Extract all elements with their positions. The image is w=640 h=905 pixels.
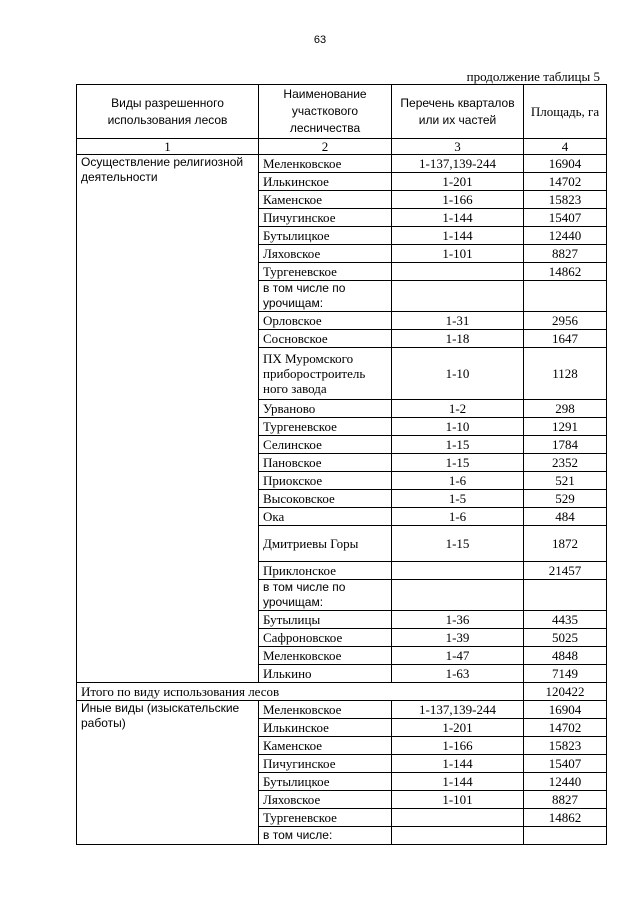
quarters-cell: 1-10	[392, 348, 524, 400]
header-number: 4	[524, 139, 607, 155]
total-label: Итого по виду использования лесов	[77, 683, 524, 701]
quarters-cell: 1-2	[392, 400, 524, 418]
area-cell: 484	[524, 508, 607, 526]
area-cell: 14702	[524, 719, 607, 737]
area-cell: 14862	[524, 809, 607, 827]
forestry-name-cell: Орловское	[259, 312, 392, 330]
forestry-name-cell: Высоковское	[259, 490, 392, 508]
forestry-name-cell: ПХ Муромского приборостроитель ного завода	[259, 348, 392, 400]
forestry-name-cell: Сосновское	[259, 330, 392, 348]
forestry-name-cell: Дмитриевы Горы	[259, 526, 392, 562]
area-cell: 8827	[524, 245, 607, 263]
quarters-cell	[392, 281, 524, 312]
quarters-cell: 1-39	[392, 629, 524, 647]
area-cell: 2956	[524, 312, 607, 330]
forestry-name-cell: Бутылицы	[259, 611, 392, 629]
area-cell: 12440	[524, 773, 607, 791]
forestry-name-cell: Каменское	[259, 737, 392, 755]
area-cell: 1291	[524, 418, 607, 436]
quarters-cell: 1-201	[392, 719, 524, 737]
forestry-name-cell: Селинское	[259, 436, 392, 454]
forestry-name-cell: Илькинское	[259, 719, 392, 737]
forestry-name-cell: Каменское	[259, 191, 392, 209]
quarters-cell: 1-31	[392, 312, 524, 330]
forestry-name-cell: в том числе по урочищам:	[259, 580, 392, 611]
forestry-name-cell: Меленковское	[259, 701, 392, 719]
forestry-name-cell: Урваново	[259, 400, 392, 418]
header-forestry-name: Наименование участкового лесничества	[259, 85, 392, 139]
area-cell: 15823	[524, 737, 607, 755]
forestry-name-cell: в том числе по урочищам:	[259, 281, 392, 312]
area-cell: 521	[524, 472, 607, 490]
area-cell	[524, 580, 607, 611]
quarters-cell: 1-18	[392, 330, 524, 348]
area-cell: 4435	[524, 611, 607, 629]
total-area: 120422	[524, 683, 607, 701]
forest-use-table	[76, 84, 607, 845]
page-number: 63	[313, 34, 327, 46]
section-other	[77, 701, 607, 845]
area-cell: 1128	[524, 348, 607, 400]
quarters-cell: 1-6	[392, 508, 524, 526]
forestry-name-cell: Сафроновское	[259, 629, 392, 647]
quarters-cell: 1-15	[392, 526, 524, 562]
section-religious	[77, 155, 607, 683]
area-cell: 298	[524, 400, 607, 418]
forestry-name-cell: в том числе:	[259, 827, 392, 845]
area-cell: 5025	[524, 629, 607, 647]
table-row	[77, 155, 607, 173]
quarters-cell: 1-47	[392, 647, 524, 665]
quarters-cell: 1-101	[392, 245, 524, 263]
header-quarters: Перечень кварталов или их частей	[392, 85, 524, 139]
quarters-cell: 1-5	[392, 490, 524, 508]
forestry-name-cell: Тургеневское	[259, 263, 392, 281]
quarters-cell	[392, 580, 524, 611]
header-number: 3	[392, 139, 524, 155]
forestry-name-cell: Пановское	[259, 454, 392, 472]
quarters-cell: 1-166	[392, 191, 524, 209]
quarters-cell: 1-201	[392, 173, 524, 191]
area-cell: 14862	[524, 263, 607, 281]
quarters-cell: 1-137,139-244	[392, 701, 524, 719]
forestry-name-cell: Меленковское	[259, 155, 392, 173]
quarters-cell: 1-63	[392, 665, 524, 683]
quarters-cell	[392, 263, 524, 281]
quarters-cell	[392, 562, 524, 580]
quarters-cell: 1-144	[392, 209, 524, 227]
header-number: 2	[259, 139, 392, 155]
area-cell: 529	[524, 490, 607, 508]
area-cell: 8827	[524, 791, 607, 809]
area-cell: 16904	[524, 701, 607, 719]
area-cell: 14702	[524, 173, 607, 191]
forestry-name-cell: Бутылицкое	[259, 227, 392, 245]
forestry-name-cell: Ляховское	[259, 791, 392, 809]
quarters-cell: 1-144	[392, 755, 524, 773]
forestry-name-cell: Пичугинское	[259, 209, 392, 227]
area-cell: 2352	[524, 454, 607, 472]
area-cell	[524, 281, 607, 312]
area-cell: 15407	[524, 209, 607, 227]
quarters-cell: 1-15	[392, 454, 524, 472]
table-continuation-label: продолжение таблицы 5	[466, 69, 600, 84]
forestry-name-cell: Бутылицкое	[259, 773, 392, 791]
forestry-name-cell: Тургеневское	[259, 418, 392, 436]
forestry-name-cell: Меленковское	[259, 647, 392, 665]
area-cell: 7149	[524, 665, 607, 683]
area-cell: 1872	[524, 526, 607, 562]
use-type-cell: Осуществление религиозной деятельности	[77, 155, 259, 683]
forestry-name-cell: Тургеневское	[259, 809, 392, 827]
forestry-name-cell: Пичугинское	[259, 755, 392, 773]
header-number: 1	[77, 139, 259, 155]
forestry-name-cell: Приклонское	[259, 562, 392, 580]
forestry-name-cell: Илькинское	[259, 173, 392, 191]
use-type-cell: Иные виды (изыскательские работы)	[77, 701, 259, 845]
area-cell: 1784	[524, 436, 607, 454]
area-cell: 4848	[524, 647, 607, 665]
area-cell: 15407	[524, 755, 607, 773]
quarters-cell: 1-10	[392, 418, 524, 436]
table-row	[77, 701, 607, 719]
forestry-name-cell: Ляховское	[259, 245, 392, 263]
forestry-name-cell: Ока	[259, 508, 392, 526]
quarters-cell: 1-137,139-244	[392, 155, 524, 173]
quarters-cell: 1-144	[392, 773, 524, 791]
area-cell: 15823	[524, 191, 607, 209]
quarters-cell: 1-15	[392, 436, 524, 454]
quarters-cell: 1-6	[392, 472, 524, 490]
forestry-name-cell: Приокское	[259, 472, 392, 490]
header-use-type: Виды разрешенного использования лесов	[77, 85, 259, 139]
header-area: Площадь, га	[524, 85, 607, 139]
quarters-cell: 1-101	[392, 791, 524, 809]
quarters-cell	[392, 809, 524, 827]
area-cell: 1647	[524, 330, 607, 348]
area-cell: 21457	[524, 562, 607, 580]
quarters-cell: 1-36	[392, 611, 524, 629]
quarters-cell: 1-144	[392, 227, 524, 245]
area-cell: 12440	[524, 227, 607, 245]
quarters-cell: 1-166	[392, 737, 524, 755]
area-cell: 16904	[524, 155, 607, 173]
area-cell	[524, 827, 607, 845]
quarters-cell	[392, 827, 524, 845]
forestry-name-cell: Илькино	[259, 665, 392, 683]
